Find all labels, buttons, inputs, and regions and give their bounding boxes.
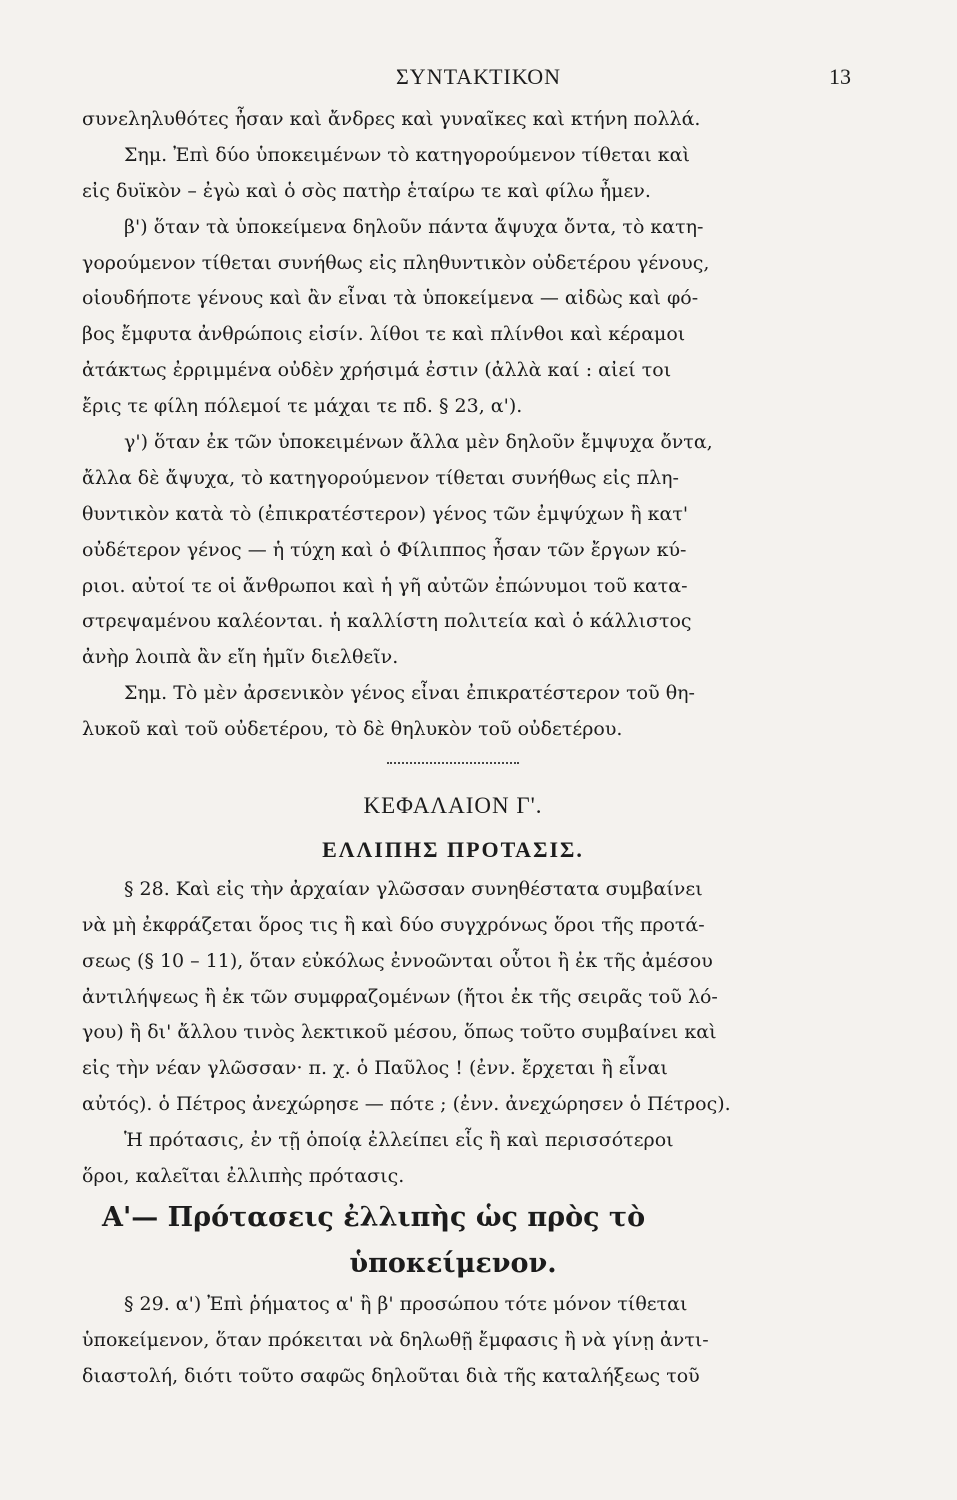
text-line: ριοι. αὐτοί τε οἱ ἄνθρωποι καὶ ἡ γῆ αὐτῶν ἐπώνυμοι τοῦ κατα- [82,574,688,597]
text-line: λυκοῦ καὶ τοῦ οὐδετέρου, τὸ δὲ θηλυκὸν τοῦ οὐδετέρου. [82,718,623,741]
text-line: βος ἔμφυτα ἀνθρώποις εἰσίν. λίθοι τε καὶ πλίνθοι καὶ κέραμοι [82,323,686,346]
text-line: ἔρις τε φίλη πόλεμοί τε μάχαι τε πδ. § 23, α'). [82,395,523,418]
text-line: ἀντιλήψεως ἢ ἐκ τῶν συμφραζομένων (ἤτοι ἐκ τῆς σειρᾶς τοῦ λό- [82,985,718,1008]
text-line: εἰς δυϊκὸν – ἐγὼ καὶ ὁ σὸς πατὴρ ἑταίρω τε καὶ φίλω ἦμεν. [82,179,651,202]
text-line: γορούμενον τίθεται συνήθως εἰς πληθυντικὸν οὐδετέρου γένους, [82,251,710,274]
text-line: ἄλλα δὲ ἄψυχα, τὸ κατηγορούμενον τίθεται συνήθως εἰς πλη- [82,466,679,489]
text-line: Σημ. Ἐπὶ δύο ὑποκειμένων τὸ κατηγορούμενον τίθεται καὶ [124,143,690,166]
section-divider [82,748,824,784]
text-line: αὐτός). ὁ Πέτρος ἀνεχώρησε — πότε ; (ἐνν. ἀνεχώρησεν ὁ Πέτρος). [82,1093,731,1116]
chapter-number: ΚΕΦΑΛΑΙΟΝ Γ'. [363,792,543,818]
text-line: οὐδέτερον γένος — ἡ τύχη καὶ ὁ Φίλιππος ἦσαν τῶν ἔργων κύ- [82,538,687,561]
text-line: σεως (§ 10 – 11), ὅταν εὐκόλως ἐννοῶνται οὗτοι ἢ ἐκ τῆς ἀμέσου [82,949,713,972]
text-line: Ἡ πρότασις, ἐν τῇ ὁποίᾳ ἐλλείπει εἷς ἢ καὶ περισσότεροι [124,1129,674,1152]
text-line: ὅροι, καλεῖται ἐλλιπὴς πρότασις. [82,1165,405,1188]
text-line: § 29. α') Ἐπὶ ῥήματος α' ἢ β' προσώπου τότε μόνον τίθεται [124,1292,688,1315]
page-header [0,60,957,94]
text-line: § 28. Καὶ εἰς τὴν ἀρχαίαν γλῶσσαν συνηθέστατα συμβαίνει [124,877,703,900]
text-line: ἀτάκτως ἐρριμμένα οὐδὲν χρήσιμά ἐστιν (ἀλλὰ καί : αἰεί τοι [82,359,672,382]
text-line: γ') ὅταν ἐκ τῶν ὑποκειμένων ἄλλα μὲν δηλοῦν ἔμψυχα ὄντα, [124,431,713,454]
chapter-title: ΕΛΛΙΠΗΣ ΠΡΟΤΑΣΙΣ. [322,836,584,862]
page-number: 13 [829,64,851,89]
running-title: ΣΥΝΤΑΚΤΙΚΟΝ [396,64,561,89]
text-line: θυντικὸν κατὰ τὸ (ἐπικρατέστερον) γένος τῶν ἐμψύχων ἢ κατ' [82,502,689,525]
subheading: Α'— Πρότασεις ἐλλιπὴς ὡς πρὸς τὸ [102,1201,646,1233]
text-line: συνεληλυθότες ἦσαν καὶ ἄνδρες καὶ γυναῖκες καὶ κτήνη πολλά. [82,108,701,130]
text-line: ὑποκείμενον, ὅταν πρόκειται νὰ δηλωθῇ ἔμφασις ἢ νὰ γίνῃ ἀντι- [82,1328,709,1351]
text-line: διαστολή, διότι τοῦτο σαφῶς δηλοῦται διὰ τῆς καταλήξεως τοῦ [82,1364,700,1387]
text-line: ἀνὴρ λοιπὰ ἂν εἴη ἡμῖν διελθεῖν. [82,646,399,669]
text-line: β') ὅταν τὰ ὑποκείμενα δηλοῦν πάντα ἄψυχα ὄντα, τὸ κατη- [124,215,704,238]
text-line: στρεψαμένου καλέονται. ἡ καλλίστη πολιτεία καὶ ὁ κάλλιστος [82,610,692,633]
text-line: νὰ μὴ ἐκφράζεται ὅρος τις ἢ καὶ δύο συγχρόνως ὅροι τῆς προτά- [82,913,705,936]
text-line: εἰς τὴν νέαν γλῶσσαν· π. χ. ὁ Παῦλος ! (ἐνν. ἔρχεται ἢ εἶναι [82,1057,668,1080]
text-line: Σημ. Τὸ μὲν ἀρσενικὸν γένος εἶναι ἐπικρατέστερον τοῦ θη- [124,682,695,705]
text-line: γου) ἢ δι' ἄλλου τινὸς λεκτικοῦ μέσου, ὅπως τοῦτο συμβαίνει καὶ [82,1021,717,1044]
subheading-continued: ὑποκείμενον. [349,1247,557,1279]
body-text [82,102,824,1395]
text-line: οἱουδήποτε γένους καὶ ἂν εἶναι τὰ ὑποκείμενα — αἰδὼς καὶ φό- [82,287,699,310]
